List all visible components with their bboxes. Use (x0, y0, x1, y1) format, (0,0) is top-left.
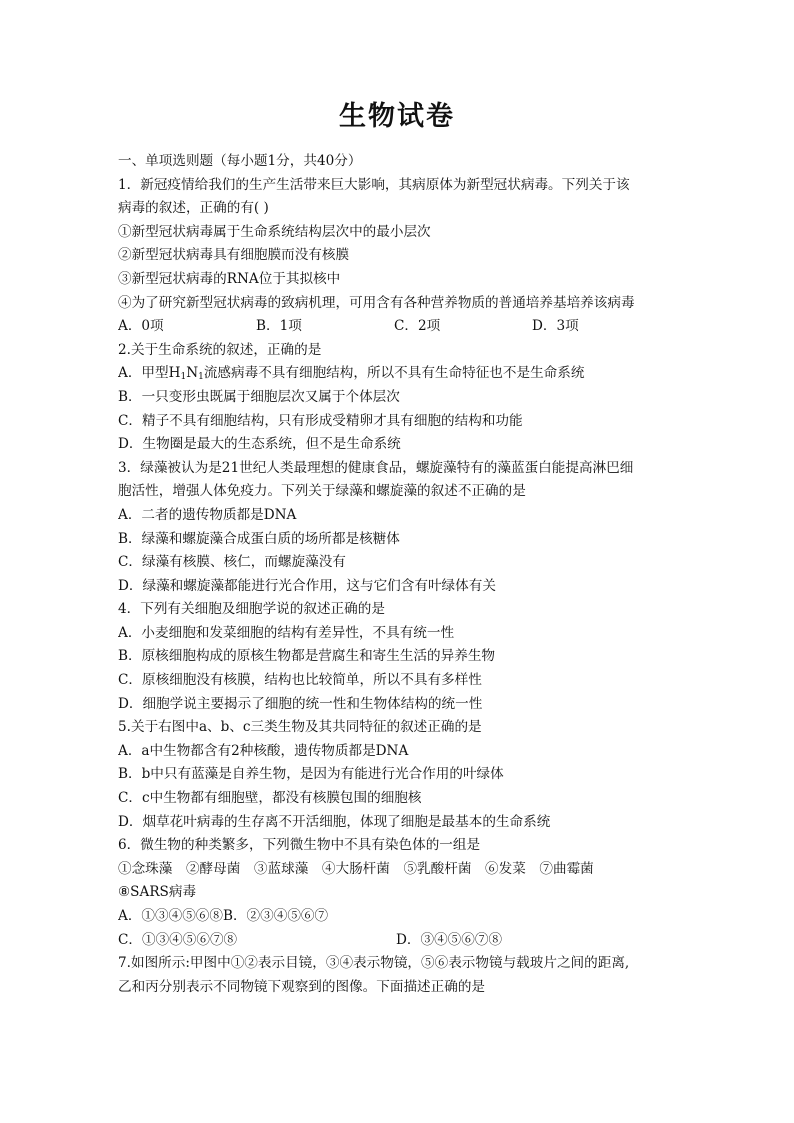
q5-option-a: A．a中生物都含有2种核酸，遗传物质都是DNA (118, 742, 409, 759)
q3-option-c: C．绿藻有核膜、核仁，而螺旋藻没有 (118, 554, 346, 571)
q1-option-a: A．0项 (118, 318, 164, 335)
question-4 (118, 598, 718, 716)
q2-stem: 2.关于生命系统的叙述，正确的是 (118, 341, 322, 358)
q3-option-a: A．二者的遗传物质都是DNA (118, 506, 297, 523)
q1-option-b: B．1项 (256, 318, 302, 335)
q2-a-text-mid: N (186, 365, 199, 382)
question-6 (118, 834, 718, 952)
q2-a-text-post: 流感病毒不具有细胞结构，所以不具有生命特征也不是生命系统 (203, 365, 585, 382)
q6-list-line1: ①念珠藻 ②酵母菌 ③蓝球藻 ④大肠杆菌 ⑤乳酸杆菌 ⑥发菜 ⑦曲霉菌 (118, 860, 594, 877)
q6-stem: 6．微生物的种类繁多，下列微生物中不具有染色体的一组是 (118, 837, 481, 854)
q2-a-subscript-1: 1 (180, 372, 187, 383)
q3-option-d: D．绿藻和螺旋藻都能进行光合作用，这与它们含有叶绿体有关 (118, 577, 496, 594)
q1-option-d: D．3项 (532, 318, 579, 335)
q1-statement-4: ④为了研究新型冠状病毒的致病机理，可用含有各种营养物质的普通培养基培养该病毒 (118, 294, 635, 311)
q1-statement-1: ①新型冠状病毒属于生命系统结构层次中的最小层次 (118, 223, 431, 240)
section-heading: 一、单项选则题（每小题1分，共40分） (118, 153, 362, 169)
q2-option-a (118, 362, 718, 386)
exam-content (118, 150, 718, 999)
question-7 (118, 952, 718, 999)
q6-options-ab: A．①③④⑤⑥⑧B．②③④⑤⑥⑦ (118, 908, 329, 924)
q2-option-c: C．精子不具有细胞结构，只有形成受精卵才具有细胞的结构和功能 (118, 412, 523, 429)
question-3 (118, 457, 718, 599)
q6-list-line2: ⑧SARS病毒 (118, 884, 197, 901)
q2-option-b: B．一只变形虫既属于细胞层次又属于个体层次 (118, 388, 400, 405)
q6-option-c: C．①③④⑤⑥⑦⑧ (118, 931, 238, 948)
q3-stem-line2: 胞活性，增强人体免疫力。下列关于绿藻和螺旋藻的叙述不正确的是 (118, 483, 526, 500)
q5-option-b: B．b中只有蓝藻是自养生物，是因为有能进行光合作用的叶绿体 (118, 766, 504, 783)
q2-option-d: D．生物圈是最大的生态系统，但不是生命系统 (118, 436, 401, 453)
q4-option-b: B．原核细胞构成的原核生物都是营腐生和寄生生活的异养生物 (118, 648, 496, 665)
q6-option-d: D．③④⑤⑥⑦⑧ (396, 931, 503, 948)
q1-options (118, 315, 718, 339)
q4-option-c: C．原核细胞没有核膜，结构也比较简单，所以不具有多样性 (118, 672, 482, 689)
q1-option-c: C．2项 (394, 318, 441, 335)
q3-option-b: B．绿藻和螺旋藻合成蛋白质的场所都是核糖体 (118, 530, 400, 547)
q2-a-text: A．甲型H (118, 365, 181, 382)
question-5 (118, 716, 718, 834)
q5-option-c: C．c中生物都有细胞壁，都没有核膜包围的细胞核 (118, 790, 422, 807)
q1-stem-line1: 1．新冠疫情给我们的生产生活带来巨大影响，其病原体为新型冠状病毒。下列关于该 (118, 176, 630, 193)
page-title: 生物试卷 (339, 101, 455, 132)
q1-statement-2: ②新型冠状病毒具有细胞膜而没有核膜 (118, 247, 350, 264)
q1-statement-3: ③新型冠状病毒的RNA位于其拟核中 (118, 270, 341, 287)
q5-stem: 5.关于右图中a、b、c三类生物及其共同特征的叙述正确的是 (118, 719, 482, 736)
q4-option-d: D．细胞学说主要揭示了细胞的统一性和生物体结构的统一性 (118, 695, 483, 712)
q3-stem-line1: 3．绿藻被认为是21世纪人类最理想的健康食品，螺旋藻特有的藻蓝蛋白能提高淋巴细 (118, 459, 634, 476)
q6-options-cd (118, 929, 718, 953)
q1-stem-line2: 病毒的叙述，正确的有( ) (118, 200, 269, 217)
q7-stem-line2: 乙和丙分别表示不同物镜下观察到的图像。下面描述正确的是 (118, 978, 486, 995)
q7-stem-line1: 7.如图所示:甲图中①②表示目镜，③④表示物镜，⑤⑥表示物镜与载玻片之间的距离, (118, 955, 630, 972)
question-2 (118, 339, 718, 457)
q2-a-subscript-2: 1 (198, 372, 204, 383)
q5-option-d: D．烟草花叶病毒的生存离不开活细胞，体现了细胞是最基本的生命系统 (118, 813, 551, 830)
question-1 (118, 174, 718, 339)
q4-option-a: A．小麦细胞和发菜细胞的结构有差异性，不具有统一性 (118, 624, 455, 641)
q4-stem: 4．下列有关细胞及细胞学说的叙述正确的是 (118, 601, 385, 618)
